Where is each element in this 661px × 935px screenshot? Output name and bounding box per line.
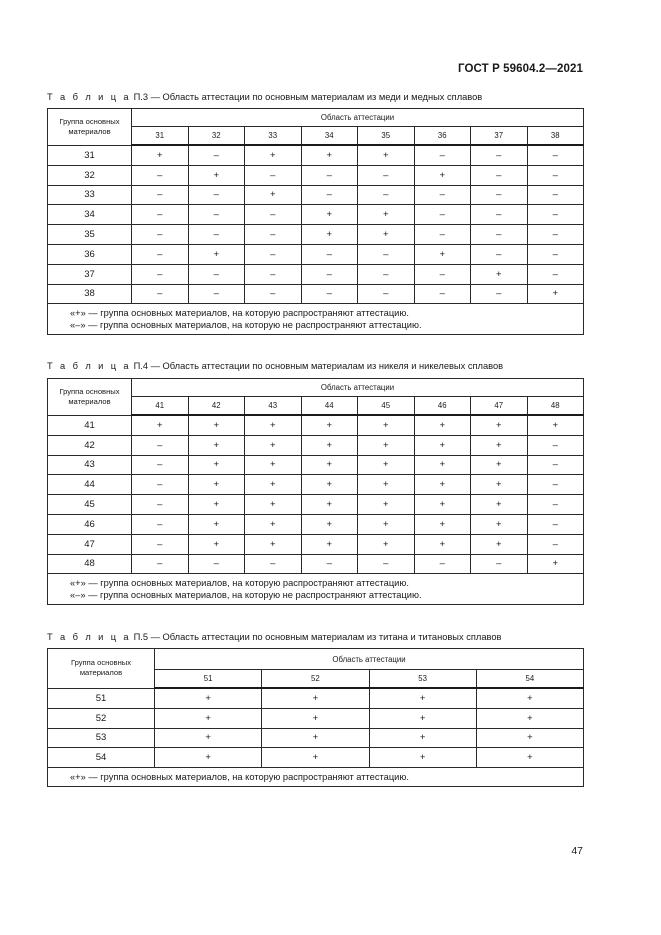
note-line: «+» — группа основных материалов, на которую распространяют аттестацию. (70, 578, 409, 589)
value-cell: + (188, 435, 245, 455)
value-cell: + (301, 145, 358, 165)
value-cell: + (245, 435, 302, 455)
row-header: Группа основных материалов (48, 379, 132, 416)
value-cell: + (245, 185, 302, 205)
table-number: П.5 (133, 632, 149, 642)
value-cell: – (527, 455, 584, 475)
value-cell: – (188, 554, 245, 574)
value-cell: + (245, 145, 302, 165)
column-header: 51 (155, 670, 262, 689)
value-cell: + (476, 728, 583, 748)
value-cell: – (471, 205, 528, 225)
value-cell: – (527, 145, 584, 165)
value-cell: – (132, 435, 189, 455)
value-cell: – (132, 514, 189, 534)
value-cell: – (358, 284, 415, 304)
table-row (48, 554, 584, 574)
table-number: П.4 (133, 361, 149, 371)
value-cell: + (358, 514, 415, 534)
value-cell: + (301, 534, 358, 554)
value-cell: + (358, 205, 415, 225)
group-cell: 43 (48, 455, 132, 475)
value-cell: + (414, 165, 471, 185)
column-header: 33 (245, 127, 302, 146)
column-header: 45 (358, 397, 415, 416)
group-cell: 54 (48, 748, 155, 768)
area-header: Область аттестации (155, 649, 584, 670)
value-cell: + (414, 415, 471, 435)
column-header: 31 (132, 127, 189, 146)
value-cell: – (245, 284, 302, 304)
value-cell: – (358, 165, 415, 185)
value-cell: + (476, 748, 583, 768)
value-cell: – (358, 264, 415, 284)
value-cell: – (527, 495, 584, 515)
group-cell: 34 (48, 205, 132, 225)
value-cell: + (188, 495, 245, 515)
notes-row (48, 768, 584, 787)
standard-number: ГОСТ Р 59604.2—2021 (458, 63, 583, 75)
group-cell: 38 (48, 284, 132, 304)
value-cell: + (262, 748, 369, 768)
group-cell: 41 (48, 415, 132, 435)
value-cell: + (132, 415, 189, 435)
value-cell: + (262, 728, 369, 748)
value-cell: – (414, 264, 471, 284)
table-row (48, 415, 584, 435)
value-cell: + (414, 244, 471, 264)
value-cell: – (132, 244, 189, 264)
table-row (48, 264, 584, 284)
value-cell: – (358, 244, 415, 264)
table-row (48, 708, 584, 728)
value-cell: – (414, 225, 471, 245)
value-cell: + (369, 708, 476, 728)
group-cell: 45 (48, 495, 132, 515)
group-cell: 33 (48, 185, 132, 205)
table-caption-p3 (47, 92, 482, 102)
note-line: «–» — группа основных материалов, на которую не распространяют аттестацию. (70, 590, 422, 601)
column-header: 32 (188, 127, 245, 146)
value-cell: – (527, 205, 584, 225)
notes-row (48, 574, 584, 605)
value-cell: + (358, 475, 415, 495)
note-line: «+» — группа основных материалов, на которую распространяют аттестацию. (70, 308, 409, 319)
value-cell: – (245, 205, 302, 225)
value-cell: + (301, 225, 358, 245)
value-cell: – (245, 165, 302, 185)
value-cell: + (358, 455, 415, 475)
value-cell: + (301, 514, 358, 534)
value-cell: + (188, 415, 245, 435)
value-cell: – (245, 554, 302, 574)
table-row (48, 475, 584, 495)
value-cell: – (188, 205, 245, 225)
table-row (48, 728, 584, 748)
table-p4 (47, 378, 584, 605)
value-cell: – (132, 205, 189, 225)
value-cell: + (245, 514, 302, 534)
group-cell: 42 (48, 435, 132, 455)
column-header: 35 (358, 127, 415, 146)
table-row (48, 145, 584, 165)
group-cell: 48 (48, 554, 132, 574)
value-cell: – (471, 225, 528, 245)
value-cell: + (471, 415, 528, 435)
value-cell: – (527, 244, 584, 264)
value-cell: + (358, 534, 415, 554)
notes-row (48, 304, 584, 335)
value-cell: + (245, 415, 302, 435)
value-cell: – (358, 554, 415, 574)
group-cell: 52 (48, 708, 155, 728)
value-cell: + (414, 435, 471, 455)
value-cell: – (414, 205, 471, 225)
column-header: 46 (414, 397, 471, 416)
value-cell: – (245, 264, 302, 284)
value-cell: – (188, 185, 245, 205)
note-line: «–» — группа основных материалов, на которую не распространяют аттестацию. (70, 320, 422, 331)
table-number: П.3 (133, 92, 149, 102)
value-cell: + (369, 748, 476, 768)
column-header: 37 (471, 127, 528, 146)
group-cell: 37 (48, 264, 132, 284)
value-cell: + (369, 688, 476, 708)
column-header: 52 (262, 670, 369, 689)
table-label: Т а б л и ц а (47, 361, 131, 371)
value-cell: + (132, 145, 189, 165)
value-cell: + (414, 495, 471, 515)
table-p3 (47, 108, 584, 335)
value-cell: – (132, 495, 189, 515)
column-header: 36 (414, 127, 471, 146)
table-row (48, 688, 584, 708)
value-cell: + (301, 205, 358, 225)
area-header: Область аттестации (132, 109, 584, 127)
column-header: 48 (527, 397, 584, 416)
group-cell: 31 (48, 145, 132, 165)
value-cell: – (301, 264, 358, 284)
table-row (48, 225, 584, 245)
value-cell: – (471, 185, 528, 205)
value-cell: + (527, 554, 584, 574)
table-notes (48, 574, 584, 605)
value-cell: + (155, 688, 262, 708)
group-cell: 46 (48, 514, 132, 534)
value-cell: – (527, 534, 584, 554)
value-cell: + (471, 475, 528, 495)
value-cell: – (132, 554, 189, 574)
table-row (48, 205, 584, 225)
value-cell: + (527, 415, 584, 435)
group-cell: 35 (48, 225, 132, 245)
value-cell: – (132, 185, 189, 205)
column-header: 41 (132, 397, 189, 416)
value-cell: + (358, 145, 415, 165)
value-cell: – (471, 554, 528, 574)
value-cell: + (245, 534, 302, 554)
value-cell: + (471, 495, 528, 515)
value-cell: + (188, 475, 245, 495)
row-header: Группа основных материалов (48, 109, 132, 146)
value-cell: – (414, 185, 471, 205)
value-cell: – (358, 185, 415, 205)
value-cell: + (155, 708, 262, 728)
value-cell: – (527, 185, 584, 205)
table-title: — Область аттестации по основным материалам из титана и титановых сплавов (150, 632, 502, 642)
table-row (48, 748, 584, 768)
value-cell: – (132, 475, 189, 495)
note-line: «+» — группа основных материалов, на которую распространяют аттестацию. (70, 772, 409, 783)
table-label: Т а б л и ц а (47, 632, 131, 642)
value-cell: – (471, 284, 528, 304)
table-label: Т а б л и ц а (47, 92, 131, 102)
value-cell: + (188, 455, 245, 475)
value-cell: – (245, 225, 302, 245)
group-cell: 53 (48, 728, 155, 748)
value-cell: – (527, 514, 584, 534)
value-cell: + (262, 708, 369, 728)
value-cell: + (301, 475, 358, 495)
table-title: — Область аттестации по основным материалам из меди и медных сплавов (150, 92, 483, 102)
column-header: 34 (301, 127, 358, 146)
column-header: 44 (301, 397, 358, 416)
value-cell: – (527, 435, 584, 455)
value-cell: – (527, 165, 584, 185)
value-cell: – (188, 225, 245, 245)
value-cell: + (471, 435, 528, 455)
value-cell: + (471, 514, 528, 534)
group-cell: 47 (48, 534, 132, 554)
value-cell: + (471, 264, 528, 284)
table-caption-p5 (47, 632, 501, 642)
value-cell: – (188, 284, 245, 304)
value-cell: + (476, 688, 583, 708)
value-cell: + (471, 534, 528, 554)
value-cell: – (527, 264, 584, 284)
table-p5 (47, 648, 584, 787)
column-header: 53 (369, 670, 476, 689)
value-cell: – (245, 244, 302, 264)
table-row (48, 244, 584, 264)
column-header: 54 (476, 670, 583, 689)
value-cell: – (471, 165, 528, 185)
value-cell: – (414, 554, 471, 574)
table-row (48, 514, 584, 534)
value-cell: + (369, 728, 476, 748)
group-cell: 44 (48, 475, 132, 495)
value-cell: + (155, 748, 262, 768)
value-cell: + (245, 455, 302, 475)
value-cell: + (358, 495, 415, 515)
value-cell: + (414, 514, 471, 534)
value-cell: + (358, 225, 415, 245)
table-row (48, 455, 584, 475)
value-cell: + (301, 455, 358, 475)
value-cell: + (358, 415, 415, 435)
value-cell: + (188, 244, 245, 264)
value-cell: – (188, 264, 245, 284)
value-cell: + (155, 728, 262, 748)
value-cell: + (188, 534, 245, 554)
value-cell: – (301, 244, 358, 264)
value-cell: – (132, 284, 189, 304)
value-cell: – (132, 165, 189, 185)
value-cell: – (471, 244, 528, 264)
value-cell: – (527, 475, 584, 495)
value-cell: + (245, 475, 302, 495)
value-cell: – (132, 534, 189, 554)
value-cell: – (132, 264, 189, 284)
value-cell: – (132, 455, 189, 475)
group-cell: 32 (48, 165, 132, 185)
column-header: 43 (245, 397, 302, 416)
table-row (48, 495, 584, 515)
value-cell: – (414, 284, 471, 304)
table-notes (48, 304, 584, 335)
value-cell: + (188, 165, 245, 185)
table-caption-p4 (47, 361, 503, 371)
table-row (48, 284, 584, 304)
page-number: 47 (571, 845, 583, 857)
column-header: 47 (471, 397, 528, 416)
group-cell: 36 (48, 244, 132, 264)
column-header: 38 (527, 127, 584, 146)
value-cell: + (414, 534, 471, 554)
value-cell: + (301, 495, 358, 515)
column-header: 42 (188, 397, 245, 416)
value-cell: + (414, 475, 471, 495)
table-row (48, 185, 584, 205)
table-notes (48, 768, 584, 787)
value-cell: + (358, 435, 415, 455)
value-cell: + (527, 284, 584, 304)
table-row (48, 165, 584, 185)
value-cell: + (301, 435, 358, 455)
value-cell: – (301, 165, 358, 185)
value-cell: + (476, 708, 583, 728)
value-cell: – (527, 225, 584, 245)
value-cell: – (471, 145, 528, 165)
area-header: Область аттестации (132, 379, 584, 397)
value-cell: + (414, 455, 471, 475)
value-cell: + (471, 455, 528, 475)
value-cell: – (301, 185, 358, 205)
group-cell: 51 (48, 688, 155, 708)
value-cell: – (301, 284, 358, 304)
value-cell: + (262, 688, 369, 708)
value-cell: + (188, 514, 245, 534)
value-cell: – (132, 225, 189, 245)
table-title: — Область аттестации по основным материалам из никеля и никелевых сплавов (150, 361, 504, 371)
value-cell: – (414, 145, 471, 165)
value-cell: + (245, 495, 302, 515)
value-cell: + (301, 415, 358, 435)
row-header: Группа основных материалов (48, 649, 155, 689)
value-cell: – (301, 554, 358, 574)
table-row (48, 534, 584, 554)
value-cell: – (188, 145, 245, 165)
table-row (48, 435, 584, 455)
